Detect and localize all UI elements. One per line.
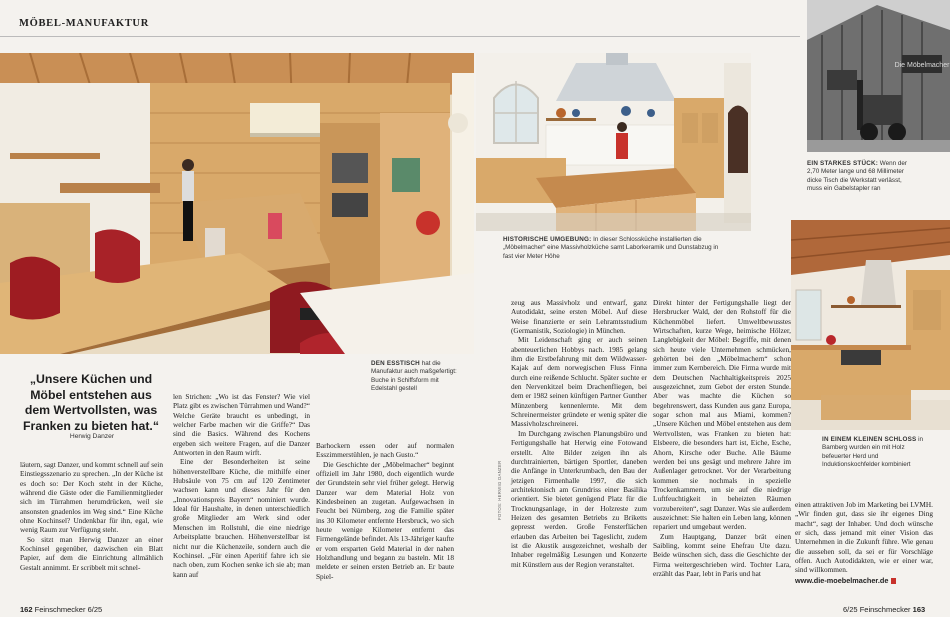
caption-title: IN EINEM KLEINEN SCHLOSS <box>822 436 917 443</box>
photo-castle-kitchen <box>476 53 751 231</box>
photo-credit: FOTOS: HERWIG DANZER <box>497 460 502 520</box>
paragraph: Die Geschichte der „Möbelmacher“ beginnt offiziell im Jahr 1980, doch eigentlich wurde der Grundstein sehr viel früher gelegt. Herwig Danzer war dem Material Holz von Kindesbeinen an zugetan. Aufgewachsen in Feucht bei Nürnberg, zog die Familie später ins 30 Kilometer entfernte Hersbruck, wo sich heute wenige Kilometer entfernt das Firmengelände befindet. Als 13-Jähriger kaufte er vom ersparten Geld Material in der nahen Holzhandlung und begann zu basteln. Mit 18 meldete er seinen ersten Betrieb an. Er baute Spiel- <box>316 459 454 581</box>
caption-text: hat die Manufaktur auch maßgefertigt: Buche in Schiffsform mit Edelstahl gestell <box>371 360 457 392</box>
text-column-3 <box>316 441 454 581</box>
page-number-left: 162 <box>20 605 33 614</box>
text-column-6 <box>795 500 933 585</box>
paragraph: len Strichen: „Wo ist das Fenster? Wie viel Platz gibt es zwischen Türrahmen und Wand?“ Welche Geräte braucht es unbedingt, in welcher Farbe machen wir die Griffe?“ Das sind die Basics. Während des Kochens ergeben sich weitere Fragen, auf die Danzer Antworten in den Raum wirft. <box>173 392 310 458</box>
issue-left: 6/25 <box>87 605 103 614</box>
caption-small-castle <box>822 436 932 469</box>
text-column-2 <box>173 392 310 579</box>
paragraph: Im Durchgang zwischen Planungsbüro und Fertigungshalle hat Herwig eine Fotowand erstellt. Alte Bilder zeigen ihn als durchtrainierten, bärtigen Sportler, daneben die Anfänge in Unterkrumbach, den Bau der jetzigen Firmenhalle 1997, die sich architektonisch am Grundriss einer Basilika orientiert. Sie bietet genügend Platz für die Trocknungsanlage, in der Holzreste zum Heizen des gesamten Betriebs zu Briketts gepresst werden. Große Fensterflächen erlauben das Arbeiten bei Tageslicht, zudem ist die Akustik ausgezeichnet, weshalb der Inhaber regelmäßig Lesungen und Konzerte mit Künstlern aus der Region veranstaltet. <box>511 428 647 569</box>
header-divider <box>0 36 800 37</box>
page-number-right: 163 <box>912 605 926 614</box>
caption-title: DEN ESSTISCH <box>371 360 420 367</box>
paragraph: Barhockern essen oder auf normalen Esszimmerstühlen, je nach Gusto.“ <box>316 441 454 460</box>
caption-text: in Bamberg wurden ein mit Holz befeuerter Herd und Induktionskochfelder kombiniert <box>822 436 924 468</box>
paragraph: Mit Leidenschaft ging er auch seinen abenteuerlichen Hobbys nach. 1985 gelang ihm die Erstbefahrung mit dem Wildwasser-Kajak auf dem norwegischen Fluss Finna durch eine reißende Schlucht. Später suchte er den Nervenkitzel beim Drachenfliegen, bei dem er 1982 seinen künftigen Partner Gunther Münzenberg kennenlernte. Mit dem Schreinermeister gründete er wenig später die Massivholzschreinerei. <box>511 335 647 429</box>
folio-left <box>20 605 102 614</box>
paragraph: Zum Hauptgang, Danzer brät einen Saibling, kommt seine Ehefrau Ute dazu. Beide wünschen sich, dass die Geschichte der Firma weitergeschrieben wird. Tochter Lara, erzählt das Paar, lebt in Paris und hat <box>653 531 791 578</box>
caption-dining-table <box>371 360 457 393</box>
caption-text: In dieser Schlossküche installierten die „Möbelmacher“ eine Massivholzküche samt Laborkeramik und Dunstabzug in fast vier Meter Höhe <box>503 236 719 260</box>
workshop-sign: Die Möbelmacher <box>894 62 950 69</box>
paragraph: einen attraktiven Job im Marketing bei LVMH. „Wir finden gut, dass sie ihr eigenes Ding macht“, sagt der Inhaber. Und doch wünsche er sich, dass jemand mit einer Vision das Unternehmen in die Zukunft führe. Wie genau die aussehen soll, da sei er für Vorschläge offen. Auch Autodidakten, wie er einer war, sind willkommen. <box>795 500 933 575</box>
magazine-name-left: Feinschmecker <box>34 605 86 614</box>
section-title: MÖBEL-MANUFAKTUR <box>19 18 149 29</box>
paragraph: So sitzt man Herwig Danzer an einer Kochinsel gegenüber, dazwischen ein Blatt Papier, auf dem die Einrichtung allmählich Gestalt annimmt. Er scribbelt mit schnel- <box>20 534 163 572</box>
caption-castle-kitchen <box>503 236 723 261</box>
text-column-5 <box>653 298 791 578</box>
caption-text: Wenn der 2,70 Meter lange und 68 Millimeter dicke Tisch die Werkstatt verlässt, muss ein Gabelstapler ran <box>807 160 907 192</box>
pull-quote: „Unsere Küchen und Möbel entstehen aus dem Wertvollsten, was Franken zu bieten hat.“ <box>23 372 159 433</box>
magazine-name-right: Feinschmecker <box>859 605 911 614</box>
paragraph: Eine der Besonderheiten ist seine höhenverstellbare Küche, die mithilfe einer Hubsäule von 75 cm auf 120 Zentimeter wachsen kann und dieses Jahr für den „Innovationspreis Bayern“ nominiert wurde. Ideal für Haushalte, in denen unterschiedlich große Mitglieder am Werk sind oder Menschen im Rollstuhl, die eine niedrige Arbeitsplatte brauchen. Höhenverstellbar ist nicht nur die Küchenzeile, sondern auch die Kochinsel. „Für einen Aperitif fahre ich sie nach oben, zum Kochen senke ich sie ab; man kann auf <box>173 457 310 579</box>
end-mark-icon <box>891 578 896 584</box>
pull-quote-author: Herwig Danzer <box>69 433 115 440</box>
paragraph: läutern, sagt Danzer, und kommt schnell auf sein Einstiegsszenario zu sprechen. „In der Küche ist es doch so: Der Koch steht in der Küche, während die Gäste oder die Familienmitglieder sich im Türrahmen herumdrücken, weil sie ansonsten gnadenlos im Weg sind.“ Eine Küche ohne Kochinsel? Undenkbar für ihn, egal, wie wenig Raum zur Verfügung steht. <box>20 460 163 535</box>
folio-right <box>843 605 925 614</box>
caption-title: EIN STARKES STÜCK: <box>807 160 879 167</box>
end-url-line <box>795 576 933 585</box>
caption-title: HISTORISCHE UMGEBUNG: <box>503 236 592 243</box>
paragraph: zeug aus Massivholz und entwarf, ganz Autodidakt, seine ersten Möbel. Auf diese Weise finanzierte er sein Lehramtsstudium (Germanistik, Soziologie) in München. <box>511 298 647 336</box>
issue-right: 6/25 <box>843 605 858 614</box>
text-column-1 <box>20 460 163 572</box>
photo-workshop <box>807 0 950 152</box>
text-column-4 <box>511 298 647 569</box>
website-link[interactable]: www.die-moebelmacher.de <box>795 575 889 585</box>
photo-bamberg-kitchen <box>791 220 950 430</box>
caption-strong-piece <box>807 160 912 193</box>
paragraph: Direkt hinter der Fertigungshalle liegt der Hersbrucker Wald, der den Rohstoff für die Küchenmöbel liefert. Umweltbewusstes Wirtschaften, kurze Wege, heimische Hölzer, Langlebigkeit der Möbel: Begriffe, mit denen sich heute viele Unternehmen schmücken, gehörten bei den „Möbelmachern“ schon immer zum Kernbereich. Die Firma wurde mit dem Deutschen Nachhaltigkeitspreis 2025 ausgezeichnet, zum Gebot der ersten Stunde. Aber was machte die Küchen so begehrenswert, dass Kunden aus ganz Europa, sogar schon mal aus Miami, kommen? „Unsere Küchen und Möbel entstehen aus dem Wertvollsten, was Franken zu bieten hat: Elsbeere, die besonders hart ist, Eiche, Esche, Ahorn, Kirsche oder Buche. Alle Bäume werden bei uns gesägt und mehrere Jahre im Außenlager getrocknet. Vor der Verarbeitung kommen sie nochmals in spezielle Trockenkammern, um sie auf die niedrige Luftfeuchtigkeit in beheizten Räumen vorzubereiten“, sagt Danzer. Was sie außerdem auszeichnet: Sie halten ein Leben lang, können repariert und umgebaut werden. <box>653 298 791 532</box>
photo-open-kitchen <box>0 53 474 354</box>
